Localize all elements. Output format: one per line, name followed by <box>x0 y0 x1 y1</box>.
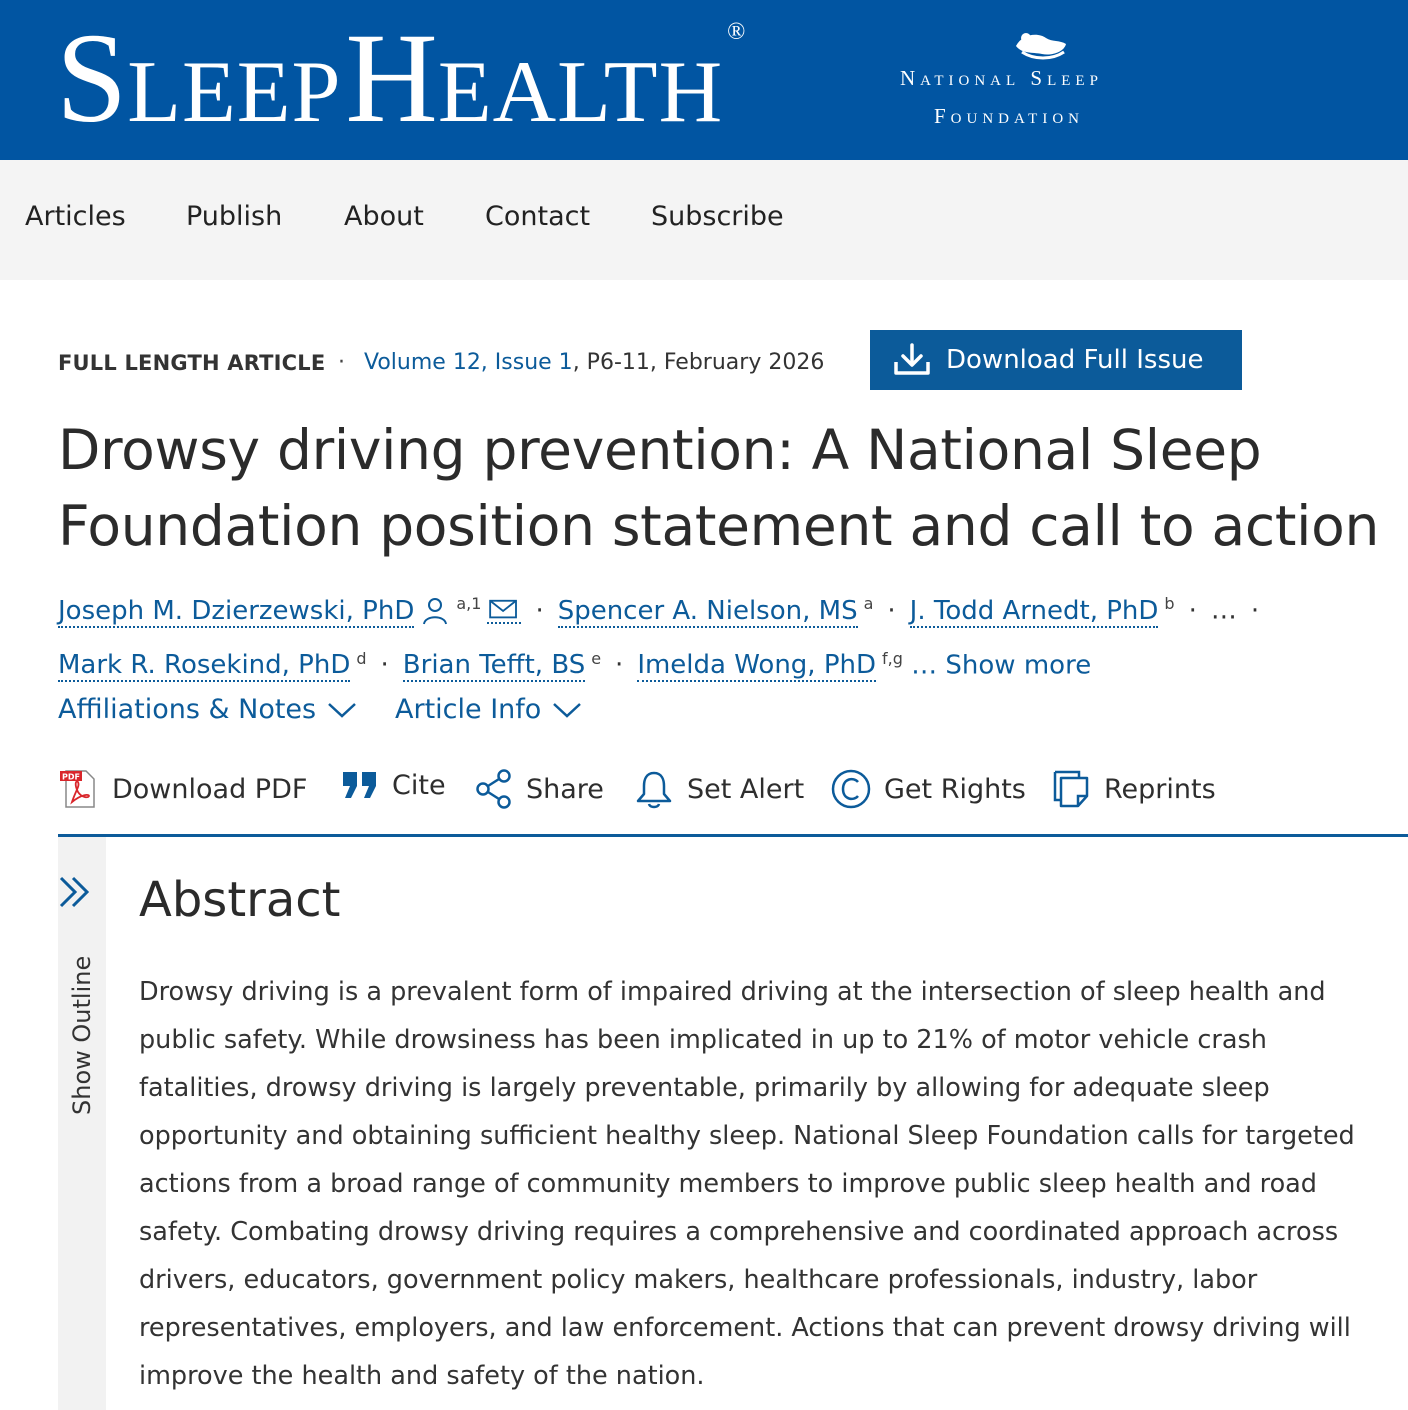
get-rights-button[interactable] <box>830 768 1026 810</box>
author-link[interactable]: J. Todd Arnedt, PhD <box>909 595 1159 626</box>
reprints-icon <box>1052 768 1092 810</box>
abstract-heading: Abstract <box>139 872 341 928</box>
show-outline-label[interactable]: Show Outline <box>68 955 96 1115</box>
cite-label: Cite <box>392 769 446 801</box>
download-pdf-label: Download PDF <box>112 773 308 805</box>
journal-title-leep: LEEP <box>127 44 342 141</box>
journal-title-h: H <box>345 7 438 149</box>
show-outline-panel[interactable] <box>58 837 106 1410</box>
chevron-down-icon <box>551 700 583 720</box>
separator-dot: · <box>887 595 896 626</box>
journal-title-ealth: EALTH <box>437 44 724 141</box>
author-link[interactable]: Imelda Wong, PhD <box>637 650 877 681</box>
email-icon[interactable] <box>487 598 521 624</box>
reprints-label: Reprints <box>1104 773 1216 805</box>
toolbar-divider <box>58 834 1408 837</box>
separator-dot: · <box>535 595 544 626</box>
download-full-issue-label: Download Full Issue <box>946 345 1204 375</box>
affiliations-notes-toggle[interactable] <box>58 694 358 725</box>
share-icon <box>474 768 514 810</box>
pdf-icon <box>58 768 100 810</box>
separator-dot: · <box>1250 595 1260 626</box>
separator-dot: · <box>338 350 345 375</box>
set-alert-button[interactable] <box>633 768 804 810</box>
set-alert-label: Set Alert <box>687 773 805 805</box>
cite-button[interactable] <box>340 768 446 802</box>
article-info-toggle[interactable] <box>395 694 583 725</box>
nav-publish[interactable]: Publish <box>186 201 283 232</box>
author-link[interactable]: Brian Tefft, BS <box>402 650 586 681</box>
quote-icon <box>340 768 380 802</box>
abstract-text: Drowsy driving is a prevalent form of impaired driving at the intersection of sleep health and public safety. While drowsiness has been implicated in up to 21% of motor vehicle crash fatalities, drowsy driving is largely preventable, primarily by allowing for adequate sleep opportunity and obtaining sufficient healthy sleep. National Sleep Foundation calls for targeted actions from a broad range of community members to improve public sleep health and road safety. Combating drowsy driving requires a comprehensive and coordinated approach across drivers, educators, government policy makers, healthcare professionals, industry, labor representatives, employers, and law enforcement. Actions that can prevent drowsy driving will improve the health and safety of the nation. <box>139 977 1355 1391</box>
author-link[interactable]: Joseph M. Dzierzewski, PhD <box>58 595 415 626</box>
copyright-icon <box>830 768 872 810</box>
author-list <box>58 580 1403 689</box>
society-name-line2: Foundation <box>934 104 1085 128</box>
article-info-label: Article Info <box>395 694 542 725</box>
journal-logo[interactable] <box>56 7 746 149</box>
nav-contact[interactable]: Contact <box>485 201 591 232</box>
double-chevron-right-icon <box>58 875 94 909</box>
journal-title-s: S <box>56 7 128 149</box>
download-full-issue-button[interactable] <box>870 330 1242 390</box>
author-affiliation: d <box>356 648 367 668</box>
show-more-authors-link[interactable]: … Show more <box>911 650 1092 681</box>
sleeping-figure-icon <box>1012 28 1072 64</box>
article-type: FULL LENGTH ARTICLE <box>58 351 326 375</box>
nav-subscribe[interactable]: Subscribe <box>651 201 784 232</box>
author-affiliation: a <box>863 594 874 613</box>
separator-dot: · <box>380 650 389 681</box>
bell-icon <box>633 768 675 810</box>
article-toolbar <box>58 760 1398 820</box>
article-title: Drowsy driving prevention: A National Sleep Foundation position statement and call to action <box>58 418 1380 558</box>
author-affiliation: b <box>1164 594 1175 613</box>
share-button[interactable] <box>474 768 604 810</box>
author-affiliation: a,1 <box>456 594 482 613</box>
society-name-line1: National Sleep <box>900 66 1103 90</box>
pages-date: , P6-11, February 2026 <box>572 350 825 375</box>
author-link[interactable]: Spencer A. Nielson, MS <box>557 595 858 626</box>
chevron-down-icon <box>326 700 358 720</box>
download-pdf-button[interactable] <box>58 768 307 810</box>
separator-dot: · <box>615 650 624 681</box>
registered-mark: ® <box>727 19 746 45</box>
nav-articles[interactable]: Articles <box>25 201 126 232</box>
masthead <box>0 0 1408 160</box>
main-nav <box>0 160 1408 280</box>
author-link[interactable]: Mark R. Rosekind, PhD <box>58 650 351 681</box>
volume-issue-link[interactable]: Volume 12, Issue 1 <box>364 350 573 375</box>
affiliations-notes-label: Affiliations & Notes <box>58 694 317 725</box>
pdf-badge-text: PDF <box>62 772 80 782</box>
more-authors-ellipsis: … <box>1210 595 1237 626</box>
author-affiliation: f,g <box>882 648 903 668</box>
reprints-button[interactable] <box>1052 768 1216 810</box>
share-label: Share <box>526 773 604 805</box>
download-icon <box>892 342 932 378</box>
separator-dot: · <box>1188 595 1197 626</box>
person-icon <box>420 596 450 626</box>
citation-line <box>364 350 824 375</box>
author-affiliation: e <box>591 648 602 668</box>
get-rights-label: Get Rights <box>884 773 1026 805</box>
nav-about[interactable]: About <box>344 201 424 232</box>
